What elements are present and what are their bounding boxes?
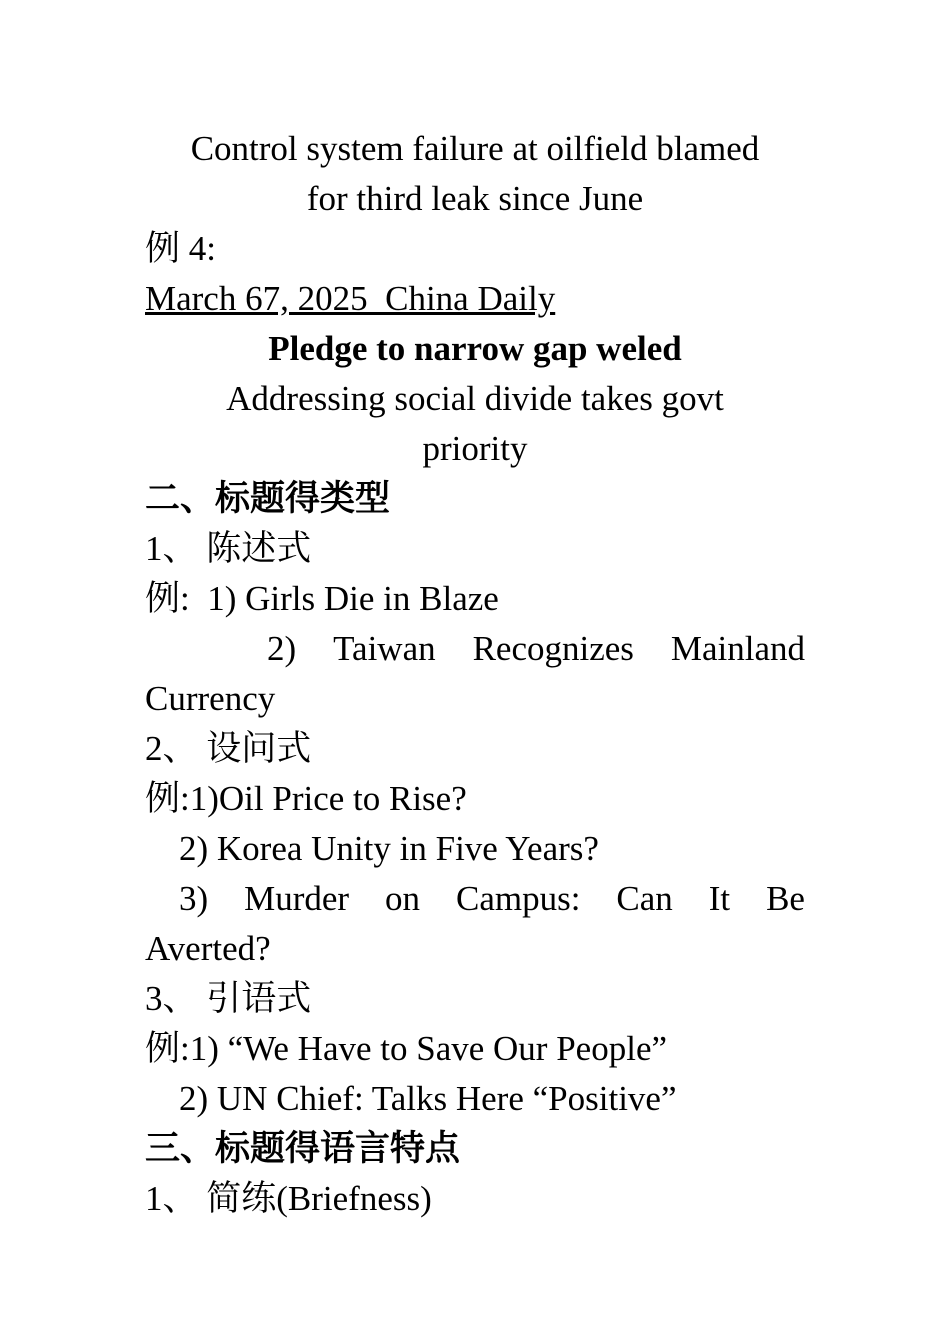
type1-example2-word: Mainland bbox=[670, 629, 805, 668]
example4-label: 例 4: bbox=[145, 229, 216, 268]
type1-example2-word: Taiwan bbox=[333, 629, 436, 668]
type3-example2: 2) UN Chief: Talks Here “Positive” bbox=[179, 1079, 677, 1118]
type2-example3-word: Campus: bbox=[455, 879, 581, 918]
type2-label: 2、 设问式 bbox=[145, 729, 312, 768]
example4-subhead-line1: Addressing social divide takes govt bbox=[226, 379, 724, 418]
example4-headline: Pledge to narrow gap weled bbox=[268, 329, 682, 368]
document-page bbox=[145, 124, 805, 1224]
section3-heading: 三、标题得语言特点 bbox=[145, 1129, 461, 1168]
type2-example3-word: Murder bbox=[244, 879, 350, 918]
example3-headline-line1: Control system failure at oilfield blamed bbox=[190, 129, 760, 168]
example4-source: March 67, 2025 China Daily bbox=[145, 279, 556, 318]
example3-headline-line2: for third leak since June bbox=[306, 179, 644, 218]
section2-heading: 二、标题得类型 bbox=[145, 479, 391, 518]
example4-subhead-line2: priority bbox=[422, 429, 528, 468]
type2-example3-word: 3) bbox=[179, 879, 209, 918]
example4-source-line bbox=[145, 274, 805, 324]
type2-example3-word: Can bbox=[616, 879, 673, 918]
type2-example3-word: on bbox=[385, 879, 421, 918]
type1-example2-word: 2) bbox=[267, 629, 297, 668]
type2-example2: 2) Korea Unity in Five Years? bbox=[179, 829, 599, 868]
type3-label: 3、 引语式 bbox=[145, 979, 312, 1018]
section3-item1: 1、 简练(Briefness) bbox=[145, 1179, 432, 1218]
type1-label: 1、 陈述式 bbox=[145, 529, 312, 568]
type2-example1: 例:1)Oil Price to Rise? bbox=[145, 779, 467, 818]
type2-example3-word: Be bbox=[766, 879, 805, 918]
type2-example3-continued: Averted? bbox=[145, 929, 271, 968]
type1-example2-line bbox=[145, 624, 805, 674]
type3-example1: 例:1) “We Have to Save Our People” bbox=[145, 1029, 668, 1068]
type2-example3-line bbox=[145, 874, 805, 924]
type1-example1: 例: 1) Girls Die in Blaze bbox=[145, 579, 499, 618]
type2-example3-word: It bbox=[708, 879, 731, 918]
type1-example2-word: Recognizes bbox=[472, 629, 634, 668]
type1-example2-continued: Currency bbox=[145, 679, 276, 718]
